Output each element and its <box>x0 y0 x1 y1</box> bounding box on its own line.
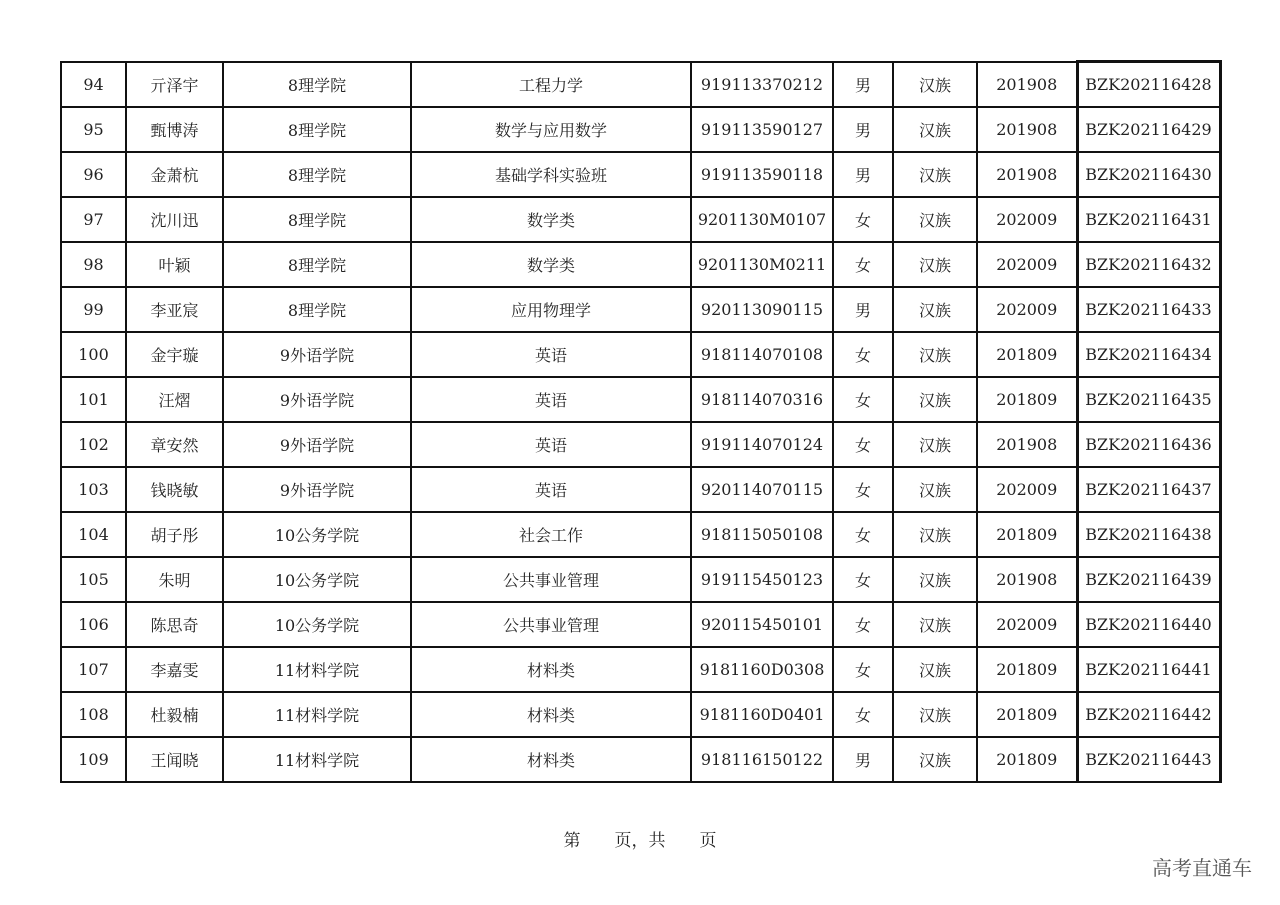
cell-ethnicity: 汉族 <box>893 152 977 197</box>
cell-certificate-number: BZK202116435 <box>1077 377 1220 422</box>
cell-index: 96 <box>61 152 126 197</box>
table-row <box>61 377 1220 422</box>
cell-major: 公共事业管理 <box>411 557 691 602</box>
cell-major: 基础学科实验班 <box>411 152 691 197</box>
cell-college: 10公务学院 <box>223 512 411 557</box>
cell-certificate-number: BZK202116439 <box>1077 557 1220 602</box>
cell-college: 8理学院 <box>223 107 411 152</box>
cell-certificate-number: BZK202116428 <box>1077 62 1220 108</box>
cell-enrollment: 201908 <box>977 557 1077 602</box>
cell-gender: 女 <box>833 557 893 602</box>
cell-student-id: 919115450123 <box>691 557 833 602</box>
cell-name: 李嘉雯 <box>126 647 223 692</box>
cell-gender: 女 <box>833 422 893 467</box>
cell-certificate-number: BZK202116432 <box>1077 242 1220 287</box>
cell-certificate-number: BZK202116437 <box>1077 467 1220 512</box>
cell-gender: 男 <box>833 62 893 108</box>
cell-name: 陈思奇 <box>126 602 223 647</box>
cell-student-id: 920113090115 <box>691 287 833 332</box>
cell-major: 数学类 <box>411 197 691 242</box>
table-row <box>61 647 1220 692</box>
watermark-text: 高考直通车 <box>1152 856 1252 880</box>
cell-index: 101 <box>61 377 126 422</box>
cell-gender: 女 <box>833 377 893 422</box>
cell-student-id: 919113590127 <box>691 107 833 152</box>
table-row <box>61 602 1220 647</box>
cell-name: 金宇璇 <box>126 332 223 377</box>
cell-index: 94 <box>61 62 126 108</box>
table-row <box>61 152 1220 197</box>
cell-index: 95 <box>61 107 126 152</box>
cell-major: 材料类 <box>411 692 691 737</box>
cell-index: 108 <box>61 692 126 737</box>
cell-index: 97 <box>61 197 126 242</box>
cell-college: 11材料学院 <box>223 647 411 692</box>
cell-major: 英语 <box>411 377 691 422</box>
cell-college: 8理学院 <box>223 242 411 287</box>
cell-enrollment: 202009 <box>977 197 1077 242</box>
cell-enrollment: 201809 <box>977 692 1077 737</box>
cell-certificate-number: BZK202116443 <box>1077 737 1220 782</box>
cell-name: 汪熠 <box>126 377 223 422</box>
cell-certificate-number: BZK202116440 <box>1077 602 1220 647</box>
cell-name: 杜毅楠 <box>126 692 223 737</box>
cell-enrollment: 201908 <box>977 152 1077 197</box>
cell-certificate-number: BZK202116438 <box>1077 512 1220 557</box>
cell-name: 沈川迅 <box>126 197 223 242</box>
cell-gender: 男 <box>833 287 893 332</box>
cell-name: 章安然 <box>126 422 223 467</box>
cell-name: 朱明 <box>126 557 223 602</box>
cell-enrollment: 202009 <box>977 602 1077 647</box>
cell-gender: 男 <box>833 737 893 782</box>
cell-ethnicity: 汉族 <box>893 332 977 377</box>
cell-ethnicity: 汉族 <box>893 692 977 737</box>
cell-ethnicity: 汉族 <box>893 242 977 287</box>
cell-major: 数学类 <box>411 242 691 287</box>
cell-ethnicity: 汉族 <box>893 62 977 108</box>
cell-enrollment: 201908 <box>977 62 1077 108</box>
cell-student-id: 9201130M0107 <box>691 197 833 242</box>
cell-gender: 女 <box>833 242 893 287</box>
cell-student-id: 919114070124 <box>691 422 833 467</box>
cell-college: 8理学院 <box>223 287 411 332</box>
cell-college: 8理学院 <box>223 62 411 108</box>
cell-name: 叶颖 <box>126 242 223 287</box>
cell-college: 9外语学院 <box>223 422 411 467</box>
cell-name: 李亚宸 <box>126 287 223 332</box>
table-row <box>61 287 1220 332</box>
cell-name: 王闻晓 <box>126 737 223 782</box>
cell-ethnicity: 汉族 <box>893 377 977 422</box>
cell-enrollment: 202009 <box>977 467 1077 512</box>
cell-major: 英语 <box>411 467 691 512</box>
cell-student-id: 919113370212 <box>691 62 833 108</box>
cell-certificate-number: BZK202116434 <box>1077 332 1220 377</box>
cell-gender: 女 <box>833 602 893 647</box>
cell-college: 9外语学院 <box>223 332 411 377</box>
cell-ethnicity: 汉族 <box>893 467 977 512</box>
cell-index: 109 <box>61 737 126 782</box>
roster-body <box>61 62 1220 783</box>
cell-certificate-number: BZK202116436 <box>1077 422 1220 467</box>
cell-student-id: 919113590118 <box>691 152 833 197</box>
table-row <box>61 692 1220 737</box>
cell-college: 9外语学院 <box>223 377 411 422</box>
table-row <box>61 332 1220 377</box>
cell-index: 99 <box>61 287 126 332</box>
cell-index: 100 <box>61 332 126 377</box>
cell-index: 106 <box>61 602 126 647</box>
cell-ethnicity: 汉族 <box>893 287 977 332</box>
cell-enrollment: 201809 <box>977 377 1077 422</box>
table-row <box>61 422 1220 467</box>
cell-enrollment: 202009 <box>977 242 1077 287</box>
cell-gender: 女 <box>833 197 893 242</box>
cell-college: 11材料学院 <box>223 737 411 782</box>
cell-college: 9外语学院 <box>223 467 411 512</box>
cell-college: 8理学院 <box>223 152 411 197</box>
cell-ethnicity: 汉族 <box>893 512 977 557</box>
cell-student-id: 920115450101 <box>691 602 833 647</box>
cell-gender: 女 <box>833 332 893 377</box>
table-row <box>61 242 1220 287</box>
cell-index: 107 <box>61 647 126 692</box>
cell-college: 11材料学院 <box>223 692 411 737</box>
cell-ethnicity: 汉族 <box>893 737 977 782</box>
cell-ethnicity: 汉族 <box>893 107 977 152</box>
table-row <box>61 107 1220 152</box>
cell-ethnicity: 汉族 <box>893 647 977 692</box>
student-roster-table <box>60 60 1222 783</box>
cell-major: 数学与应用数学 <box>411 107 691 152</box>
cell-enrollment: 201908 <box>977 422 1077 467</box>
cell-certificate-number: BZK202116431 <box>1077 197 1220 242</box>
cell-student-id: 918116150122 <box>691 737 833 782</box>
cell-ethnicity: 汉族 <box>893 557 977 602</box>
table-row <box>61 512 1220 557</box>
cell-major: 英语 <box>411 422 691 467</box>
cell-student-id: 920114070115 <box>691 467 833 512</box>
cell-enrollment: 201809 <box>977 332 1077 377</box>
cell-index: 102 <box>61 422 126 467</box>
cell-enrollment: 201809 <box>977 647 1077 692</box>
cell-student-id: 918115050108 <box>691 512 833 557</box>
cell-index: 103 <box>61 467 126 512</box>
cell-index: 98 <box>61 242 126 287</box>
cell-certificate-number: BZK202116430 <box>1077 152 1220 197</box>
cell-index: 105 <box>61 557 126 602</box>
cell-student-id: 918114070108 <box>691 332 833 377</box>
cell-name: 甄博涛 <box>126 107 223 152</box>
cell-major: 社会工作 <box>411 512 691 557</box>
cell-certificate-number: BZK202116429 <box>1077 107 1220 152</box>
table-row <box>61 62 1220 108</box>
cell-certificate-number: BZK202116442 <box>1077 692 1220 737</box>
cell-ethnicity: 汉族 <box>893 602 977 647</box>
cell-name: 亓泽宇 <box>126 62 223 108</box>
table-row <box>61 467 1220 512</box>
cell-gender: 男 <box>833 152 893 197</box>
cell-name: 金萧杭 <box>126 152 223 197</box>
cell-college: 10公务学院 <box>223 602 411 647</box>
cell-ethnicity: 汉族 <box>893 422 977 467</box>
cell-index: 104 <box>61 512 126 557</box>
cell-name: 钱晓敏 <box>126 467 223 512</box>
cell-gender: 女 <box>833 692 893 737</box>
cell-major: 英语 <box>411 332 691 377</box>
cell-student-id: 9201130M0211 <box>691 242 833 287</box>
cell-student-id: 9181160D0308 <box>691 647 833 692</box>
cell-college: 10公务学院 <box>223 557 411 602</box>
cell-certificate-number: BZK202116433 <box>1077 287 1220 332</box>
table-row <box>61 557 1220 602</box>
page-footer: 第 页，共 页 <box>563 831 717 851</box>
table-row <box>61 737 1220 782</box>
cell-name: 胡子彤 <box>126 512 223 557</box>
cell-enrollment: 202009 <box>977 287 1077 332</box>
cell-ethnicity: 汉族 <box>893 197 977 242</box>
cell-college: 8理学院 <box>223 197 411 242</box>
cell-certificate-number: BZK202116441 <box>1077 647 1220 692</box>
cell-student-id: 9181160D0401 <box>691 692 833 737</box>
cell-gender: 男 <box>833 107 893 152</box>
cell-enrollment: 201809 <box>977 512 1077 557</box>
cell-gender: 女 <box>833 512 893 557</box>
table-row <box>61 197 1220 242</box>
cell-gender: 女 <box>833 467 893 512</box>
cell-student-id: 918114070316 <box>691 377 833 422</box>
cell-major: 应用物理学 <box>411 287 691 332</box>
cell-gender: 女 <box>833 647 893 692</box>
cell-major: 工程力学 <box>411 62 691 108</box>
cell-major: 材料类 <box>411 647 691 692</box>
cell-enrollment: 201908 <box>977 107 1077 152</box>
cell-enrollment: 201809 <box>977 737 1077 782</box>
cell-major: 公共事业管理 <box>411 602 691 647</box>
cell-major: 材料类 <box>411 737 691 782</box>
